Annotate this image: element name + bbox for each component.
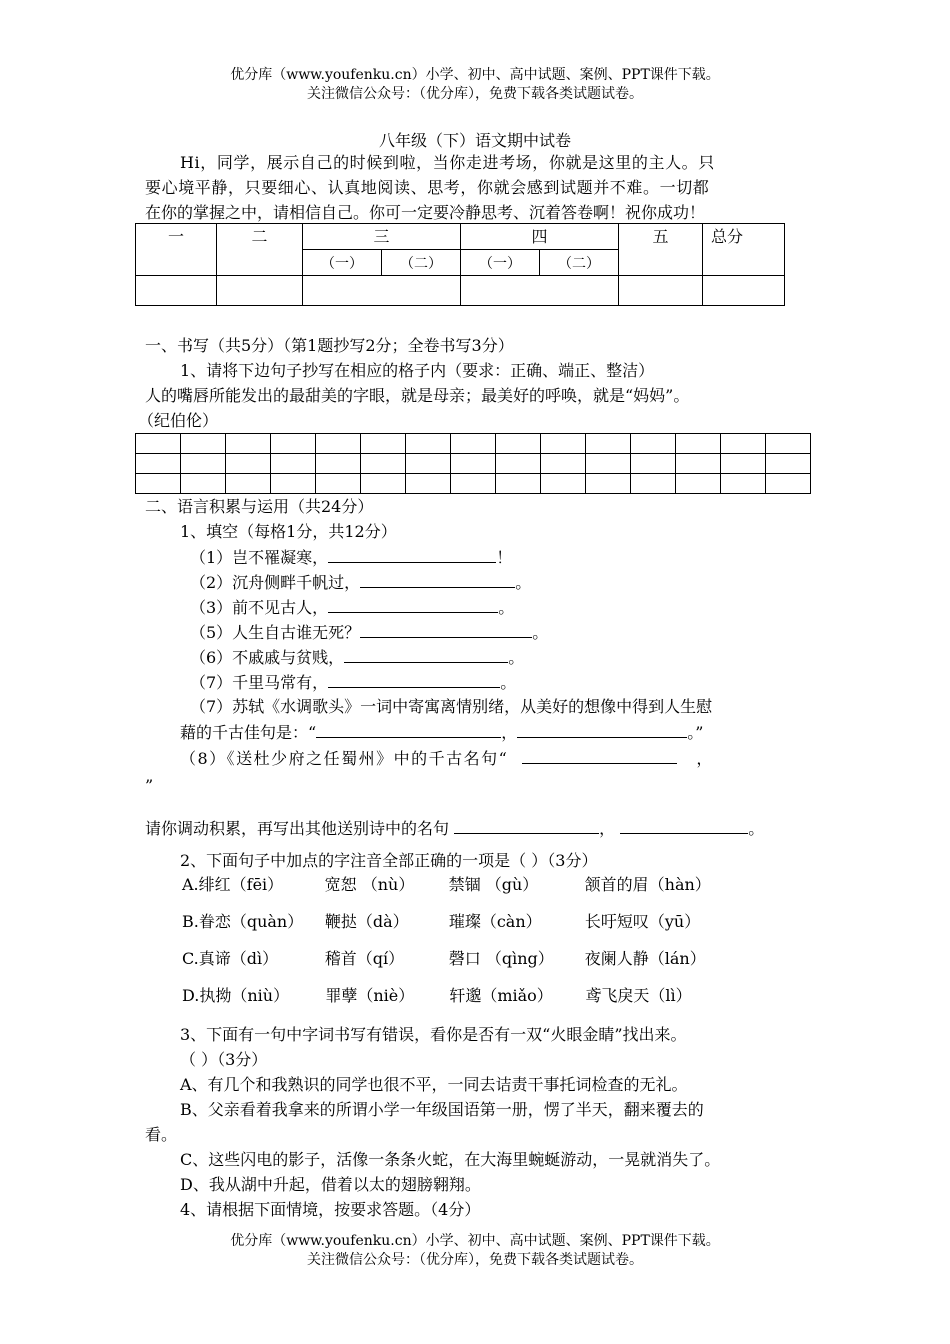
answer-blank[interactable] xyxy=(328,596,498,613)
answer-blank[interactable] xyxy=(360,571,515,588)
writing-grid[interactable] xyxy=(135,433,811,494)
intro-line-2: 要心境平静，只要细心、认真地阅读、思考，你就会感到试题并不难。一切都 xyxy=(145,178,710,197)
fill-item-7: （7）千里马常有， 。 xyxy=(190,673,517,692)
score-table xyxy=(135,223,785,306)
score-cell[interactable] xyxy=(703,276,785,306)
answer-blank[interactable] xyxy=(344,646,508,663)
score-sub-4-1: （一） xyxy=(461,250,540,276)
section2-q1: 1、填空（每格1分，共12分） xyxy=(180,522,397,541)
answer-blank[interactable] xyxy=(620,817,748,834)
section2-q3: 3、下面有一句中字词书写有错误，看你是否有一双“火眼金睛”找出来。 xyxy=(180,1025,687,1044)
score-sub-3-2: （二） xyxy=(382,250,461,276)
score-col-1: 一 xyxy=(136,224,217,276)
score-sub-3-1: （一） xyxy=(303,250,382,276)
q3-option-b-cont: 看。 xyxy=(145,1125,178,1144)
fill-item-6: （6）不戚戚与贫贱， 。 xyxy=(190,648,525,667)
fill-item-8: （8）《送杜少府之任蜀州》中的千古名句“ ， xyxy=(180,749,714,768)
fill-item-1: （1）岂不罹凝寒， ！ xyxy=(190,548,513,567)
answer-blank[interactable] xyxy=(360,621,532,638)
score-cell[interactable] xyxy=(461,276,619,306)
answer-blank[interactable] xyxy=(316,721,501,738)
section1-heading: 一、书写（共5分）（第1题抄写2分；全卷书写3分） xyxy=(145,336,514,355)
q3-option-c: C、这些闪电的影子，活像一条条火蛇，在大海里蜿蜒游动，一晃就消失了。 xyxy=(180,1150,721,1169)
footer-line-1: 优分库（www.youfenku.cn）小学、初中、高中试题、案例、PPT课件下载。 xyxy=(230,1233,720,1249)
answer-blank[interactable] xyxy=(517,721,687,738)
option-d[interactable]: D.执拗（niù） 罪孽（niè） 轩邈（miǎo） 鸢飞戾天（lì） xyxy=(182,986,692,1005)
fill-item-2: （2）沉舟侧畔千帆过， 。 xyxy=(190,573,532,592)
score-col-4: 四 xyxy=(461,224,619,250)
option-b[interactable]: B.眷恋（quàn） 鞭挞（dà） 璀璨（càn） 长吁短叹（yū） xyxy=(182,912,701,931)
answer-blank[interactable] xyxy=(328,546,496,563)
q3-option-b: B、父亲看着我拿来的所谓小学一年级国语第一册，愣了半天，翻来覆去的 xyxy=(180,1100,704,1119)
intro-line-1: Hi，同学，展示自己的时候到啦，当你走进考场，你就是这里的主人。只 xyxy=(180,153,715,172)
footer-line-2: 关注微信公众号：（优分库），免费下载各类试题试卷。 xyxy=(307,1252,643,1268)
q3-option-a: A、有几个和我熟识的同学也很不平，一同去诘责干事托词检查的无礼。 xyxy=(180,1075,688,1094)
intro-line-3: 在你的掌握之中，请相信自己。你可一定要冷静思考、沉着答卷啊！祝你成功！ xyxy=(145,203,706,222)
answer-blank[interactable] xyxy=(454,817,599,834)
score-cell[interactable] xyxy=(217,276,303,306)
header-line-2: 关注微信公众号：（优分库），免费下载各类试题试卷。 xyxy=(307,86,643,102)
section2-heading: 二、语言积累与运用（共24分） xyxy=(145,497,374,516)
section2-q3-answer[interactable]: （ ）（3分） xyxy=(180,1050,268,1069)
exam-title: 八年级（下）语文期中试卷 xyxy=(378,131,571,150)
score-col-3: 三 xyxy=(303,224,461,250)
section1-quote: 人的嘴唇所能发出的最甜美的字眼，就是母亲；最美好的呼唤，就是“妈妈”。 xyxy=(145,386,690,405)
option-a[interactable]: A.绯红（fēi） 宽恕 （nù） 禁锢 （gù） 颔首的眉（hàn） xyxy=(182,875,711,894)
score-col-5: 五 xyxy=(619,224,703,276)
score-sub-4-2: （二） xyxy=(540,250,619,276)
score-cell[interactable] xyxy=(619,276,703,306)
section1-q1: 1、请将下边句子抄写在相应的格子内（要求：正确、端正、整洁） xyxy=(180,361,655,380)
fill-item-3: （3）前不见古人， 。 xyxy=(190,598,515,617)
option-c[interactable]: C.真谛（dì） 稽首（qí） 磬口 （qìng） 夜阑人静（lán） xyxy=(182,949,706,968)
answer-blank[interactable] xyxy=(522,747,677,764)
fill-item-7b-line2: 藉的千古佳句是：“ ， 。” xyxy=(180,723,704,742)
header-line-1: 优分库（www.youfenku.cn）小学、初中、高中试题、案例、PPT课件下载。 xyxy=(230,67,720,83)
section1-author: （纪伯伦） xyxy=(138,411,219,430)
score-cell[interactable] xyxy=(136,276,217,306)
fill-item-5: （5）人生自古谁无死？ 。 xyxy=(190,623,549,642)
q3-option-d: D、我从湖中升起，借着以太的翅膀翱翔。 xyxy=(180,1175,481,1194)
answer-blank[interactable] xyxy=(328,671,500,688)
section2-q4: 4、请根据下面情境，按要求答题。（4分） xyxy=(180,1200,481,1219)
score-col-total: 总分 xyxy=(703,224,785,276)
section2-q2: 2、下面句子中加点的字注音全部正确的一项是（ ）（3分） xyxy=(180,851,598,870)
score-col-2: 二 xyxy=(217,224,303,276)
score-cell[interactable] xyxy=(303,276,461,306)
fill-item-8-close: ” xyxy=(145,776,154,795)
fill-item-9: 请你调动积累，再写出其他送别诗中的名句 ， 。 xyxy=(145,819,765,838)
fill-item-7b-line1: （7）苏轼《水调歌头》一词中寄寓离情别绪，从美好的想像中得到人生慰 xyxy=(190,697,713,716)
